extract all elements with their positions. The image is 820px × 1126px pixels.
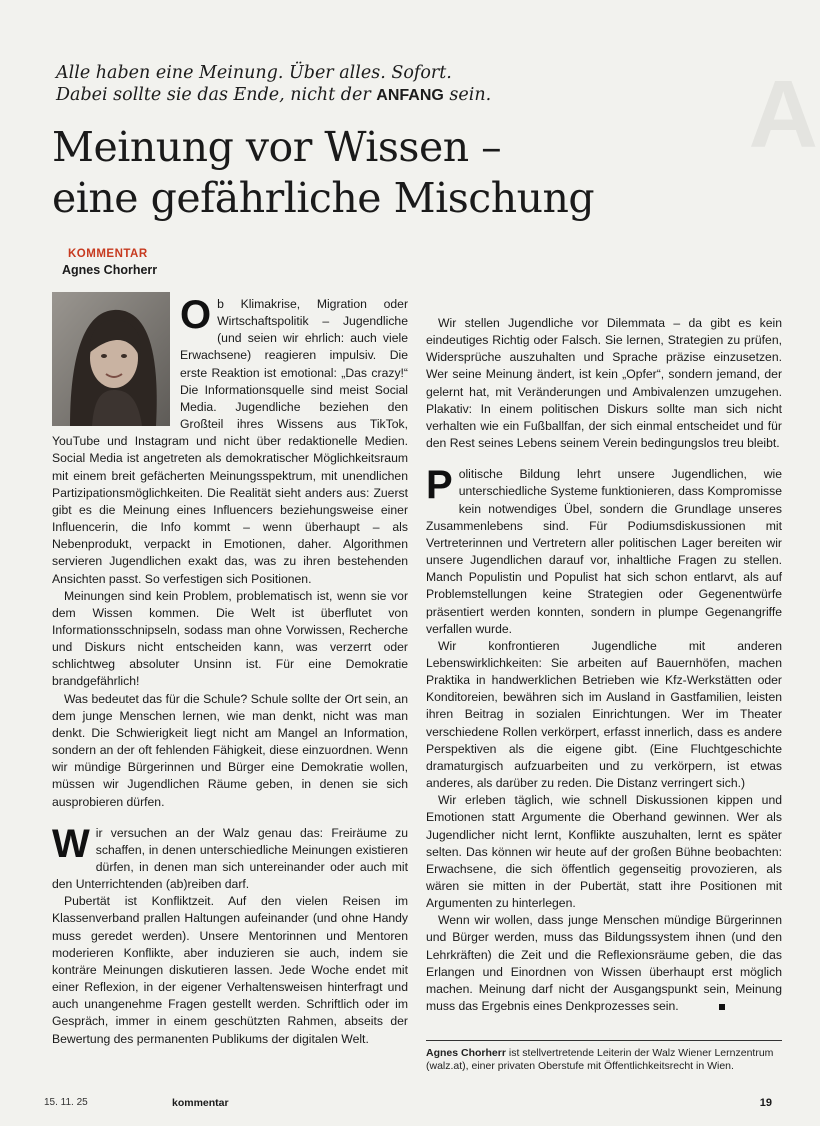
paragraph-text: b Klimakrise, Migration oder Wirtschaftspolitik – Jugendliche (und seien wir ehrlich: auch viele Erwachsene) reagieren impulsiv. Die erste Reaktion ist emotional: „Das crazy!“ Die Informationsquelle sind meist Social Media. Jugendliche beziehen den Großteil ihres Wissens aus TikTok, YouTube und Instagram und nicht über redaktionelle Medien. Social Media ist angetreten als demokratischer Möglichkeitsraum mit einem breit gefächerten Meinungsspektrum, mit unendlichen Partizipationsmöglichkeiten. Die Realität sieht anders aus: Zuerst gibt es die Meinung eines Influencers beziehungsweise einer Influencerin, die Info kommt – wenn überhaupt – als Nebenprodukt, verpackt in Emotionen, daher. Algorithmen servieren Jugendlichen exakt das, was zu ihren bestehenden Ansichten passt. So verfestigen sich Positionen. <box>52 297 408 586</box>
photo-spacer <box>52 296 180 428</box>
teaser-line-2-end: sein. <box>443 85 492 105</box>
paragraph <box>426 463 782 638</box>
footer-date: 15. 11. 25 <box>44 1097 88 1108</box>
teaser-line-2-start: Dabei sollte sie das Ende, nicht der <box>56 85 377 105</box>
drop-cap: W <box>52 821 90 866</box>
headline-line-2: eine gefährliche Mischung <box>52 174 595 222</box>
paragraph <box>426 912 782 1015</box>
headline-line-1: Meinung vor Wissen – <box>52 123 502 171</box>
paragraph: Was bedeutet das für die Schule? Schule sollte der Ort sein, an dem junge Menschen lernen, wie man denkt, nicht was man denkt. Die Schwierigkeit liegt nicht am Mangel an Information, sondern an der oft fehlenden Fähigkeit, diese einzuordnen. Wenn wir mündige Bürgerinnen und Bürger eine Demokratie wollen, müssen wir Jugendlichen Räume geben, in denen sie sich ausprobieren dürfen. <box>52 691 408 809</box>
section-kicker: KOMMENTAR <box>68 248 148 260</box>
bio-text: ist stellvertretende Leiterin der Walz Wiener Lernzentrum (walz.at), einer privaten Oberstufe mit Öffentlichkeitsrecht in Wien. <box>426 1047 774 1072</box>
paragraph: Wir konfrontieren Jugendliche mit anderen Lebenswirklichkeiten: Sie arbeiten auf Bauernhöfen, machen Praktika in handwerklichen Betrieben wie Kfz-Werkstätten oder Konditoreien, bewähren sich im Ausland in Gastfamilien, leisten ihren Beitrag in sozialen Einrichtungen. Wer im Theater verschiedene Rollen verkörpert, erfasst innerlich, dass es andere Perspektiven als die eigene gibt. (Eine Fluchtgeschichte dramaturgisch aufzuarbeiten und zu verkörpern, ist etwas anderes, als darüber zu reden. Die Distanz verringert sich.) <box>426 638 782 791</box>
paragraph: Wir erleben täglich, wie schnell Diskussionen kippen und Emotionen statt Argumente die Oberhand gewinnen. Wer als Jugendlicher nicht lernt, Konflikte auszuhalten, lernt es später selten. Das können wir heute auf der großen Bühne beobachten: Erwachsene, die sich öffentlich gegenseitig provozieren, als wären sie mitten in der Pubertät, statt ihre Positionen mit Argumenten zu hinterlegen. <box>426 793 782 911</box>
page-number: 19 <box>759 1097 772 1109</box>
paragraph: Meinungen sind kein Problem, problematisch ist, wenn sie vor dem Wissen kommen. Die Welt ist überflutet von Informationsschnipseln, sodass man ohne Vorwissen, Recherche und Diskurs nicht entscheiden kann, was verzerrt oder schlichtweg absoluter Unsinn ist. Für eine Demokratie brandgefährlich! <box>52 588 408 689</box>
drop-cap: P <box>426 463 453 508</box>
paragraph-text: ir versuchen an der Walz genau das: Freiräume zu schaffen, in denen unterschiedliche Meinungen existieren dürfen, in denen man sich untereinander oder auch mit den Unterrichtenden (ab)reiben darf. <box>52 825 408 892</box>
paragraph <box>52 821 408 894</box>
teaser <box>56 62 756 107</box>
paragraph: Pubertät ist Konfliktzeit. Auf den vielen Reisen im Klassenverband prallen Haltungen aufeinander (und ohne Handy muss geredet werden). Unsere Mentorinnen und Mentoren moderieren Konflikte, aber induzieren sie auch, indem sie konträre Meinungen diskutieren lassen. Jede Woche endet mit einer Reflexion, in der eigener Verhaltensweisen hinterfragt und auch unangenehme Fragen gestellt werden. Schriftlich oder im Gespräch, immer in einem geschützten Rahmen, abseits der Bewertung des permanenten Publikums der digitalen Welt. <box>52 894 408 1046</box>
bio-name: Agnes Chorherr <box>426 1047 506 1059</box>
footer-section: kommentar <box>172 1097 229 1109</box>
teaser-line-2 <box>56 84 756 107</box>
article-column-right <box>426 315 782 1015</box>
article-column-left <box>52 293 408 1048</box>
headline <box>52 122 772 224</box>
section-gap <box>426 452 782 466</box>
drop-cap: O <box>180 293 212 337</box>
paragraph: Wir stellen Jugendliche vor Dilemmata – da gibt es kein eindeutiges Richtig oder Falsch. Sie lernen, Strategien zu prüfen, Widersprüche auszuhalten und Sprache präzise einzusetzen. Wer seine Meinung ändert, ist kein „Opfer“, sondern jemand, der gelernt hat, mit Veränderungen und Ambivalenzen umzugehen. Plakativ: In einem politischen Diskurs sollte man sich nicht verhalten wie ein Fußballfan, der sich einmal entscheidet und für den Rest seines Lebens seinem Verein bedingungslos treu bleibt. <box>426 316 782 451</box>
author-byline: Agnes Chorherr <box>62 263 158 277</box>
end-of-article-mark <box>719 1004 725 1010</box>
background-decoration: A <box>748 61 820 168</box>
teaser-line-1: Alle haben eine Meinung. Über alles. Sofort. <box>56 63 452 83</box>
paragraph-text: olitische Bildung lehrt unsere Jugendlichen, wie unterschiedliche Systeme funktionieren, dass Kompromisse kein notwendiges Übel, sondern die Grundlage unseres Zusammenlebens sind. Für Podiumsdiskussionen mit Vertreterinnen und Vertretern aller politischen Lager bereiten wir unsere Jugendlichen darauf vor, inhaltliche Fragen zu stellen. Manch Populistin und Populist hat sich schon entlarvt, als auf Problemstellungen keine Strategien oder Gegenentwürfe präsentiert werden konnten, sondern in plumpe Gegenangriffe verfallen wurde. <box>426 467 782 636</box>
section-gap <box>52 811 408 825</box>
paragraph-text: Wenn wir wollen, dass junge Menschen mündige Bürgerinnen und Bürger werden, muss das Bildungssystem ihnen (und den Lehrkräften) die Zeit und die Reflexionsräume geben, die das Erlangen und Einordnen von Wissen überhaupt erst möglich machen. Meinung darf nicht der Ausgangspunkt sein, Meinung muss das Ergebnis eines Denkprozesses sein. <box>426 913 782 1014</box>
author-bio <box>426 1040 782 1073</box>
teaser-emphasis: ANFANG <box>376 87 444 104</box>
